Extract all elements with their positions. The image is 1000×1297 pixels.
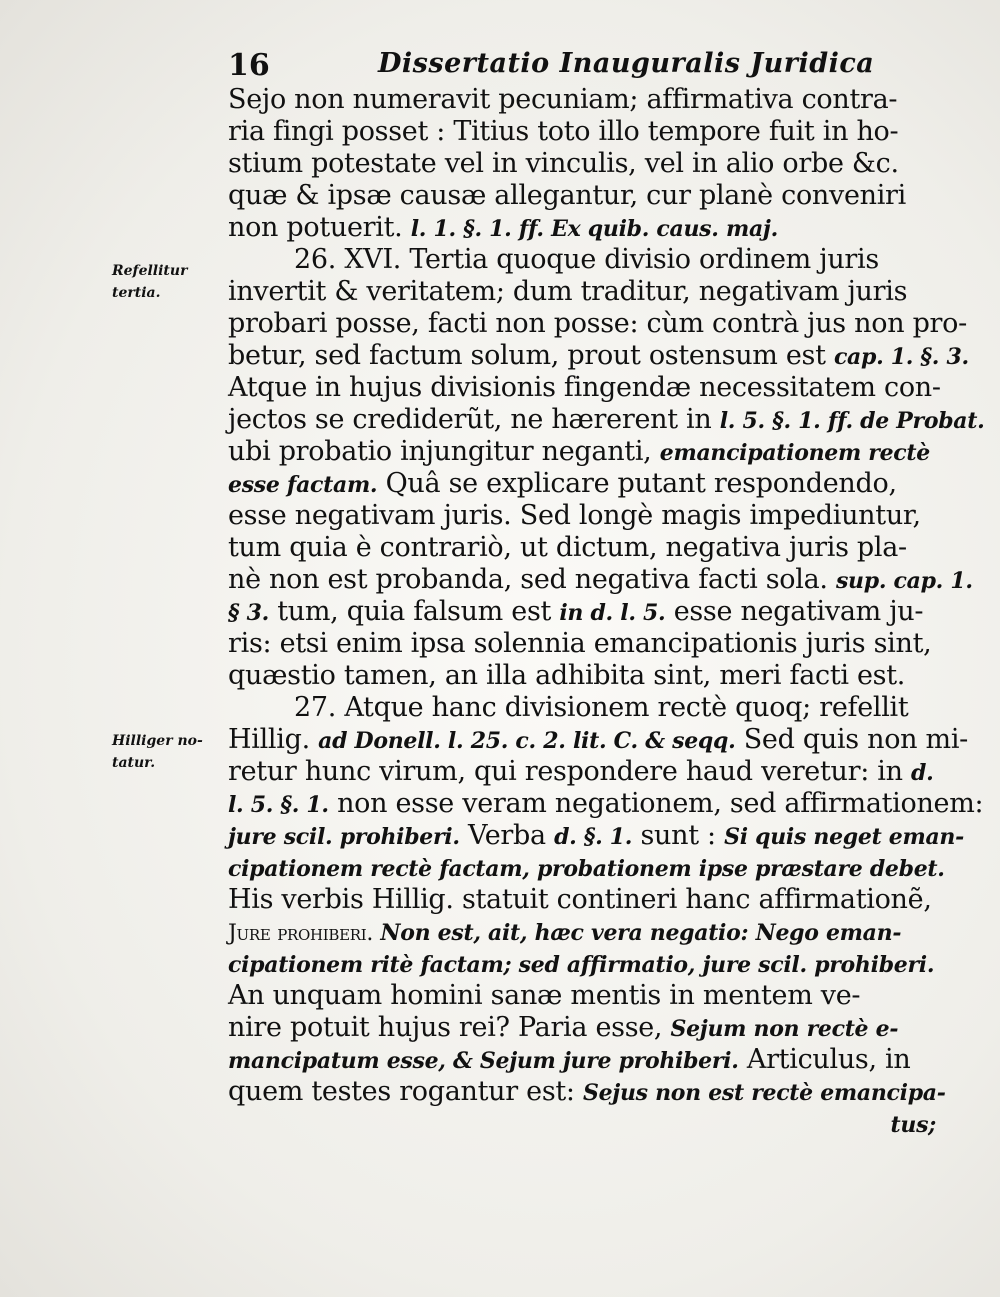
text-segment: esse negativam juris. Sed longè magis impediuntur, xyxy=(228,500,921,531)
text-line xyxy=(228,660,936,692)
text-line xyxy=(228,756,936,788)
text-segment: ris: etsi enim ipsa solennia emancipationis juris sint, xyxy=(228,628,932,659)
text-segment: l. 5. §. 1. ff. de Probat. xyxy=(719,408,985,434)
text-segment: sunt : xyxy=(632,820,725,851)
text-segment: § 3. xyxy=(228,600,269,626)
text-segment: esse negativam ju- xyxy=(665,596,924,627)
text-segment: probari posse, facti non posse: cùm contrà jus non pro- xyxy=(228,308,967,339)
running-title: Dissertatio Inauguralis Juridica xyxy=(378,48,875,79)
text-line xyxy=(228,308,967,340)
text-line xyxy=(228,1108,936,1140)
text-segment: 27. Atque hanc divisionem rectè quoq; refellit xyxy=(294,692,909,723)
body-text xyxy=(228,84,985,1140)
text-segment: d. §. 1. xyxy=(554,824,633,850)
text-line xyxy=(228,276,936,308)
text-line xyxy=(228,532,936,564)
text-segment: l. 5. §. 1. xyxy=(228,792,329,818)
text-segment: 26. XVI. Tertia quoque divisio ordinem juris xyxy=(294,244,879,275)
text-line xyxy=(228,212,936,244)
text-line xyxy=(228,436,936,468)
text-line xyxy=(228,1012,936,1044)
text-segment: Verba xyxy=(459,820,555,851)
text-line xyxy=(228,116,936,148)
text-segment: Sejo non numeravit pecuniam; affirmativa contra- xyxy=(228,84,898,115)
text-segment: betur, sed factum solum, prout ostensum est xyxy=(228,340,834,371)
text-line xyxy=(228,692,936,724)
text-segment: retur hunc virum, qui respondere haud veretur: in xyxy=(228,756,912,787)
text-segment: Si quis neget eman- xyxy=(724,824,964,850)
text-segment: non esse veram negationem, sed affirmationem: xyxy=(328,788,984,819)
text-line xyxy=(228,84,936,116)
text-segment: ria fingi posset : Titius toto illo tempore fuit in ho- xyxy=(228,116,899,147)
text-segment: ad Donell. l. 25. c. 2. lit. C. & seqq. xyxy=(318,728,736,754)
text-segment: ubi probatio injungitur neganti, xyxy=(228,436,660,467)
text-segment: esse factam. xyxy=(228,472,378,498)
text-segment: Quâ se explicare putant respondendo, xyxy=(377,468,897,499)
text-line xyxy=(228,884,936,916)
text-segment: non potuerit. xyxy=(228,212,411,243)
text-line xyxy=(228,340,969,372)
text-segment: quæ & ipsæ causæ allegantur, cur planè conveniri xyxy=(228,180,907,211)
text-line xyxy=(228,980,936,1012)
text-segment: Jure prohiberi. xyxy=(228,921,374,946)
text-line xyxy=(228,244,936,276)
text-segment: cap. 1. §. 3. xyxy=(833,344,969,370)
text-segment: Non est, ait, hæc vera negatio: Nego eman- xyxy=(373,920,902,946)
text-segment: nire potuit hujus rei? Paria esse, xyxy=(228,1012,671,1043)
text-line xyxy=(228,820,964,852)
text-line xyxy=(228,1076,946,1108)
text-line xyxy=(228,948,936,980)
text-line xyxy=(228,724,968,756)
text-segment: Sejum non rectè e- xyxy=(670,1016,899,1042)
text-segment: Hillig. xyxy=(228,724,319,755)
text-line xyxy=(228,148,936,180)
text-line xyxy=(228,468,936,500)
text-segment: Atque in hujus divisionis fingendæ necessitatem con- xyxy=(228,372,941,403)
text-segment: tus; xyxy=(890,1112,936,1138)
text-segment: His verbis Hillig. statuit contineri hanc affirmationẽ, xyxy=(228,884,932,915)
text-segment: cipationem ritè factam; sed affirmatio, jure scil. prohiberi. xyxy=(228,952,935,978)
text-segment: d. xyxy=(911,760,934,786)
margin-note-hilliger: Hilliger no- tatur. xyxy=(112,733,203,771)
text-segment: cipationem rectè factam, probationem ipse præstare debet. xyxy=(228,856,945,882)
text-segment: Sed quis non mi- xyxy=(735,724,968,755)
text-line xyxy=(228,788,984,820)
text-segment: stium potestate vel in vinculis, vel in alio orbe &c. xyxy=(228,148,899,179)
text-line xyxy=(228,852,945,884)
text-segment: in d. l. 5. xyxy=(559,600,666,626)
text-line xyxy=(228,916,936,948)
text-line xyxy=(228,500,936,532)
margin-note-refellitur: Refellitur tertia. xyxy=(112,263,188,301)
text-segment: quem testes rogantur est: xyxy=(228,1076,584,1107)
text-line xyxy=(228,628,936,660)
text-segment: sup. cap. 1. xyxy=(835,568,973,594)
text-line xyxy=(228,596,936,628)
page-number: 16 xyxy=(228,48,270,83)
text-segment: jectos se crediderũt, ne hærerent in xyxy=(228,404,720,435)
text-segment: jure scil. prohiberi. xyxy=(228,824,460,850)
text-segment: l. 1. §. 1. ff. Ex quib. caus. maj. xyxy=(410,216,778,242)
text-line xyxy=(228,372,941,404)
text-line xyxy=(228,180,936,212)
text-segment: invertit & veritatem; dum traditur, negativam juris xyxy=(228,276,908,307)
text-line xyxy=(228,404,985,436)
text-segment: mancipatum esse, & Sejum jure prohiberi. xyxy=(228,1048,739,1074)
text-segment: An unquam homini sanæ mentis in mentem ve- xyxy=(228,980,861,1011)
text-segment: nè non est probanda, sed negativa facti sola. xyxy=(228,564,836,595)
text-segment: tum, quia falsum est xyxy=(268,596,560,627)
text-segment: tum quia è contrariò, ut dictum, negativa juris pla- xyxy=(228,532,907,563)
page-header xyxy=(228,46,948,86)
text-segment: Sejus non est rectè emancipa- xyxy=(583,1080,946,1106)
text-segment: emancipationem rectè xyxy=(659,440,930,466)
text-line xyxy=(228,1044,936,1076)
text-line xyxy=(228,564,973,596)
text-segment: Articulus, in xyxy=(738,1044,911,1075)
text-segment: quæstio tamen, an illa adhibita sint, meri facti est. xyxy=(228,660,906,691)
